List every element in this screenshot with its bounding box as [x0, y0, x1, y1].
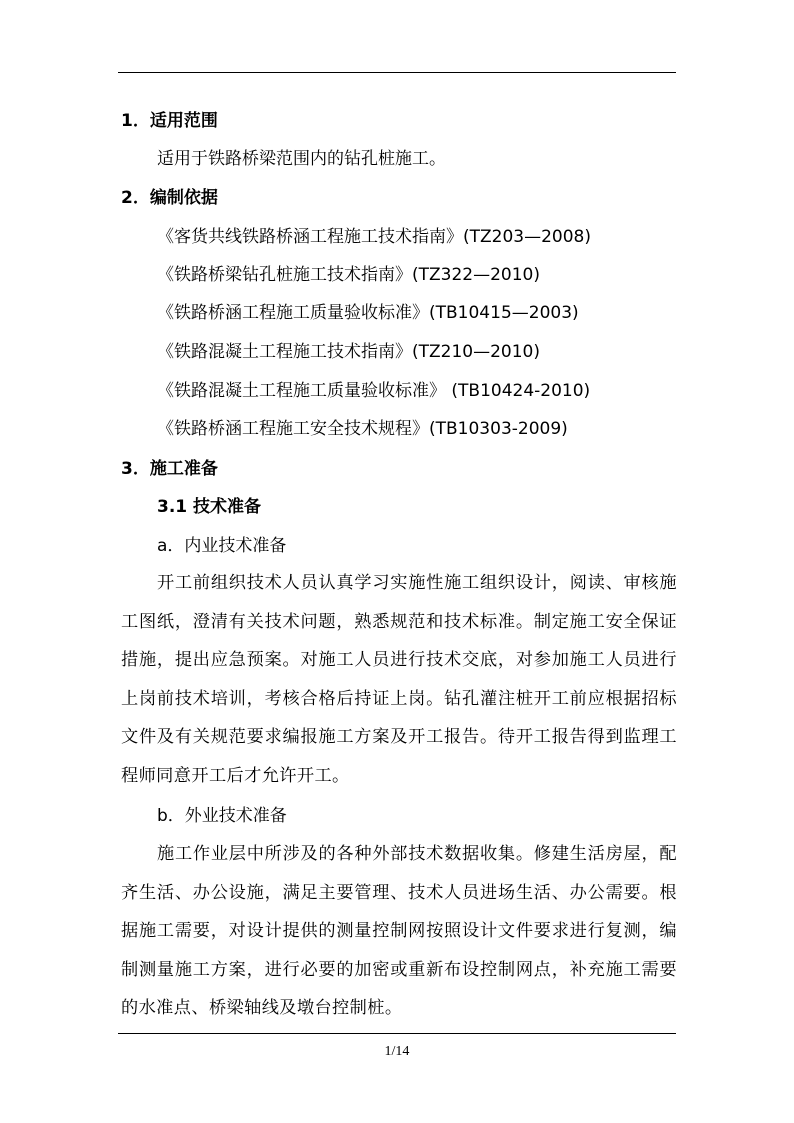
subsection-3-1-heading: 3.1 技术准备	[157, 497, 262, 517]
reference-item: 《铁路混凝土工程施工质量验收标准》 (TB10424-2010)	[157, 381, 591, 401]
item-a-paragraph: 开工前组织技术人员认真学习实施性施工组织设计，阅读、审核施工图纸，澄清有关技术问题，熟悉规范和技术标准。制定施工安全保证措施，提出应急预案。对施工人员进行技术交底，对参加施工人员进行上岗前技术培训，考核合格后持证上岗。钻孔灌注桩开工前应根据招标文件及有关规范要求编报施工方案及开工报告。待开工报告得到监理工程师同意开工后才允许开工。	[121, 573, 677, 786]
section-2-heading: 2．编制依据	[121, 188, 218, 208]
header-rule	[118, 72, 676, 73]
reference-item: 《铁路桥涵工程施工质量验收标准》(TB10415—2003)	[157, 303, 579, 323]
reference-item: 《铁路桥涵工程施工安全技术规程》(TB10303-2009)	[157, 419, 568, 439]
reference-item: 《客货共线铁路桥涵工程施工技术指南》(TZ203—2008)	[157, 227, 592, 247]
item-a-label: a．内业技术准备	[157, 536, 287, 556]
section-3-heading: 3．施工准备	[121, 459, 218, 479]
reference-item: 《铁路混凝土工程施工技术指南》(TZ210—2010)	[157, 342, 541, 362]
item-b-label: b．外业技术准备	[157, 806, 287, 826]
section-1-body: 适用于铁路桥梁范围内的钻孔桩施工。	[157, 149, 446, 169]
page-number: 1/14	[384, 1044, 410, 1059]
reference-item: 《铁路桥梁钻孔桩施工技术指南》(TZ322—2010)	[157, 265, 541, 285]
item-b-paragraph: 施工作业层中所涉及的各种外部技术数据收集。修建生活房屋，配齐生活、办公设施，满足主要管理、技术人员进场生活、办公需要。根据施工需要，对设计提供的测量控制网按照设计文件要求进行复测，编制测量施工方案，进行必要的加密或重新布设控制网点，补充施工需要的水准点、桥梁轴线及墩台控制桩。	[121, 844, 677, 1018]
section-1-heading: 1．适用范围	[121, 111, 218, 131]
footer-rule	[118, 1033, 676, 1034]
